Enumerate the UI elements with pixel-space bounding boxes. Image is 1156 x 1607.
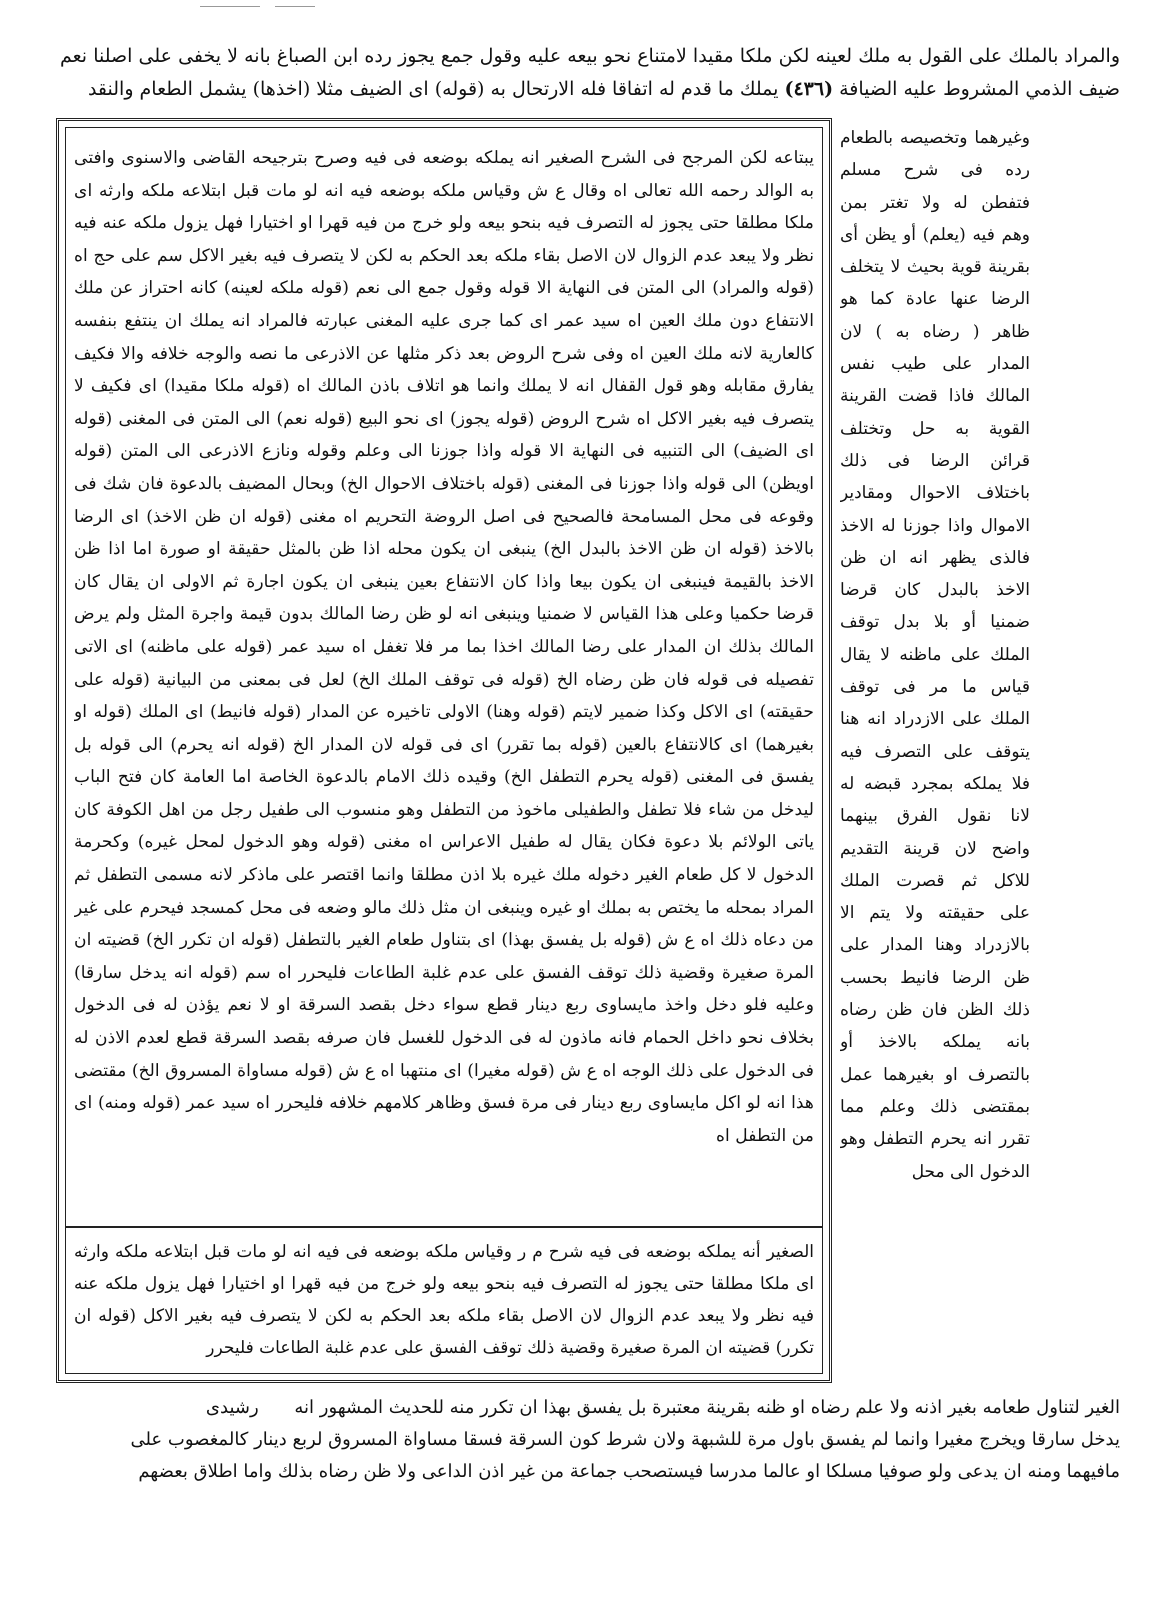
page-number: (٤٣٦) bbox=[784, 78, 834, 100]
bottom-line-2: يدخل سارقا ويخرج مغيرا وانما لم يفسق باول مرة للشبهة ولان شرط كون السرقة فسقا مساواة المسروق لربع دينار كالمغصوب على bbox=[130, 1429, 1120, 1450]
commentary-inner-frame bbox=[65, 127, 823, 1374]
header-line-2-end: يملك ما قدم له اتفاقا فله الارتحال به (قوله) اى الضيف مثلا (اخذها) يشمل الطعام والنقد bbox=[87, 78, 779, 100]
author-signature: رشيدى bbox=[205, 1397, 259, 1418]
commentary-footnote-text: الصغير أنه يملكه بوضعه فى فيه شرح م ر وقياس ملكه بوضعه فى فيه انه لو مات قبل ابتلاعه ملكه وارثه اى ملكا مطلقا حتى يجوز له التصرف فيه بنحو بيعه ولو خرج من فيه قهرا او اختيارا فهل يزول ملكه عنه فيه نظر ولا يبعد عدم الزوال لان الاصل بقاء ملكه بعد الحكم به لكن لا يتصرف فيه بغير الاكل (قوله ان تكرر) قضيته ان المرة صغيرة وقضية ذلك توقف الفسق على عدم غلبة الطاعات فليحرر bbox=[74, 1242, 814, 1358]
scan-edge-mark bbox=[275, 6, 315, 7]
bottom-line-1 bbox=[60, 1392, 1120, 1424]
margin-column-text: وغيرهما وتخصيصه بالطعام رده فى شرح مسلم فتفطن له ولا تغتر بمن وهم فيه (يعلم) أو يظن أى بقرينة قوية بحيث لا يتخلف الرضا عنها عادة كما هو ظاهر ( رضاه به ) لان المدار على طيب نفس المالك فاذا قضت القرينة القوية به حل وتختلف قرائن الرضا فى ذلك باختلاف الاحوال ومقادير الاموال واذا جوزنا له الاخذ فالذى يظهر انه ان ظن الاخذ بالبدل كان قرضا ضمنيا أو بلا بدل توقف الملك على ماظنه لا يقال قياس ما مر فى توقف الملك على الازدراد انه هنا يتوقف على التصرف فيه فلا يملكه بمجرد قبضه له لانا نقول الفرق بينهما واضح لان قرينة التقديم للاكل ثم قصرت الملك على حقيقته ولا يتم الا بالازدراد وهنا المدار على ظن الرضا فانيط بحسب ذلك الظن فان ظن رضاه بانه يملكه بالاخذ أو بالتصرف او بغيرهما عمل بمقتضى ذلك وعلم مما تقرر انه يحرم التطفل وهو الدخول الى محل bbox=[840, 128, 1030, 1182]
commentary-frame bbox=[56, 118, 832, 1383]
commentary-divider bbox=[66, 1226, 822, 1228]
commentary-main-text: يبتاعه لكن المرجح فى الشرح الصغير انه يملكه بوضعه فى فيه وصرح بترجيحه القاضى والاسنوى وافتى به الوالد رحمه الله تعالى اه وقال ع ش وقياس ملكه بوضعه فيه انه لو مات قبل ابتلاعه ملكه وارثه اى ملكا مطلقا حتى يجوز له التصرف فيه بنحو بيعه ولو خرج من فيه قهرا او اختيارا فهل يزول ملكه عنه فيه نظر ولا يبعد عدم الزوال لان الاصل بقاء ملكه بعد الحكم به لكن لا يتصرف فيه بغير الاكل سم على حج اه (قوله والمراد) الى المتن فى النهاية الا قوله وقول جمع الى نعم (قوله ملكه لعينه) كانه احتراز عن ملك الانتفاع دون ملك العين اه سيد عمر اى كما جرى عليه المغنى عبارته فالمراد انه يملك ان ينتفع بنفسه كالعارية لانه ملك العين اه وفى شرح الروض بعد ذكر مثلها عن الاذرعى ما نصه والوجه خلافه والا فكيف يفارق مقابله وهو قول القفال انه لا يملك وانما هو اتلاف باذن المالك اه (قوله ملكا مقيدا) اى فكيف لا يتصرف فيه بغير الاكل اه شرح الروض (قوله يجوز) اى نحو البيع (قوله نعم) الى المتن فى المغنى (قوله اى الضيف) الى التنبيه فى النهاية الا قوله واذا جوزنا الى وعلم وقوله ونازع الاذرعى الى المتن (قوله اويظن) الى قوله واذا جوزنا فى المغنى (قوله باختلاف الاحوال الخ) وبحال المضيف بالدعوة فان شك فى وقوعه فى محل المسامحة فالصحيح فى اصل الروضة التحريم اه مغنى (قوله ان ظن الاخذ) اى الرضا بالاخذ (قوله ان ظن الاخذ بالبدل الخ) ينبغى ان يكون محله اذا ظن بالمثل حقيقة او صورة اما اذا ظن الاخذ بالقيمة فينبغى ان يكون بيعا واذا كان الانتفاع بعين ينبغى ان يكون اجارة ثم الاولى ان يقال كان قرضا حكميا وعلى هذا القياس لا ضمنيا وينبغى انه لو ظن رضا المالك بدون قيمة واجرة المثل ولم يرض المالك بذلك ان المدار على رضا المالك اخذا بما مر فلا تغفل اه سيد عمر (قوله على ماظنه) اى الاتى تفصيله فى قوله فان ظن رضاه الخ (قوله فى توقف الملك الخ) لعل فى بمعنى من البيانية (قوله على حقيقته) اى الاكل وكذا ضمير لايتم (قوله وهنا) الاولى تاخيره عن المدار (قوله فانيط) اى الملك (قوله او بغيرهما) اى كالانتفاع بالعين (قوله بما تقرر) اى فى قوله لان المدار الخ (قوله انه يحرم) الى قوله بل يفسق فى المغنى (قوله يحرم التطفل الخ) وقيده ذلك الامام بالدعوة الخاصة اما العامة كان فتح الباب ليدخل من شاء فلا تطفل والطفيلى ماخوذ من التطفل وهو منسوب الى طفيل رجل من اهل الكوفة كان ياتى الولائم بلا دعوة فكان يقال له طفيل الاعراس اه مغنى (قوله وهو الدخول لمحل غيره) وكحرمة الدخول لا كل طعام الغير دخوله ملك غيره بلا اذن مطلقا وانما اقتصر على ماذكر لانه مسمى التطفل ثم المراد بمحله ما يختص به بملك او غيره وينبغى ان مثل ذلك مالو وضعه فى محل كمسجد فيحرم على غير من دعاه ذلك اه ع ش (قوله بل يفسق بهذا) اى بتناول طعام الغير بالتطفل (قوله ان تكرر الخ) قضيته ان المرة صغيرة وقضية ذلك توقف الفسق على عدم غلبة الطاعات فليحرر اه سم (قوله انه يدخل سارقا) وعليه فلو دخل واخذ مايساوى ربع دينار قطع سواء دخل بقصد السرقة او لا نعم يؤذن له فى الدخول بخلاف نحو داخل الحمام فانه ماذون له فى الدخول للغسل فان صرفه بقصد السرقة قطع لعدم الاذن له فى الدخول على ذلك الوجه اه ع ش (قوله مغيرا) اى منتهبا اه ع ش (قوله مساواة المسروق الخ) مقتضى هذا انه لو اكل مايساوى ربع دينار فى مرة فسق وظاهر كلامهم خلافه فليحرر اه سيد عمر (قوله ومنه) اى من التطفل اه bbox=[74, 148, 814, 1146]
header-line-1: والمراد بالملك على القول به ملك لعينه لكن ملكا مقيدا لامتناع نحو بيعه عليه وقول جمع يجوز رده ابن الصباغ بانه لا يخفى على اصلنا نعم bbox=[60, 45, 1120, 67]
page-bottom-text bbox=[60, 1392, 1120, 1488]
bottom-line-1-text: الغير لتناول طعامه بغير اذنه ولا علم رضاه او ظنه بقرينة معتبرة بل يفسق بهذا ان تكرر منه للحديث المشهور انه bbox=[294, 1397, 1120, 1418]
page-header-text bbox=[60, 40, 1120, 106]
header-line-2-start: ضيف الذمي المشروط عليه الضيافة bbox=[839, 78, 1120, 100]
bottom-line-3: مافيهما ومنه ان يدعى ولو صوفيا مسلكا او عالما مدرسا فيستصحب جماعة من غير اذن الداعى ولا ظن رضاه بذلك واما اطلاق بعضهم bbox=[138, 1461, 1120, 1482]
scan-edge-mark bbox=[200, 6, 260, 7]
